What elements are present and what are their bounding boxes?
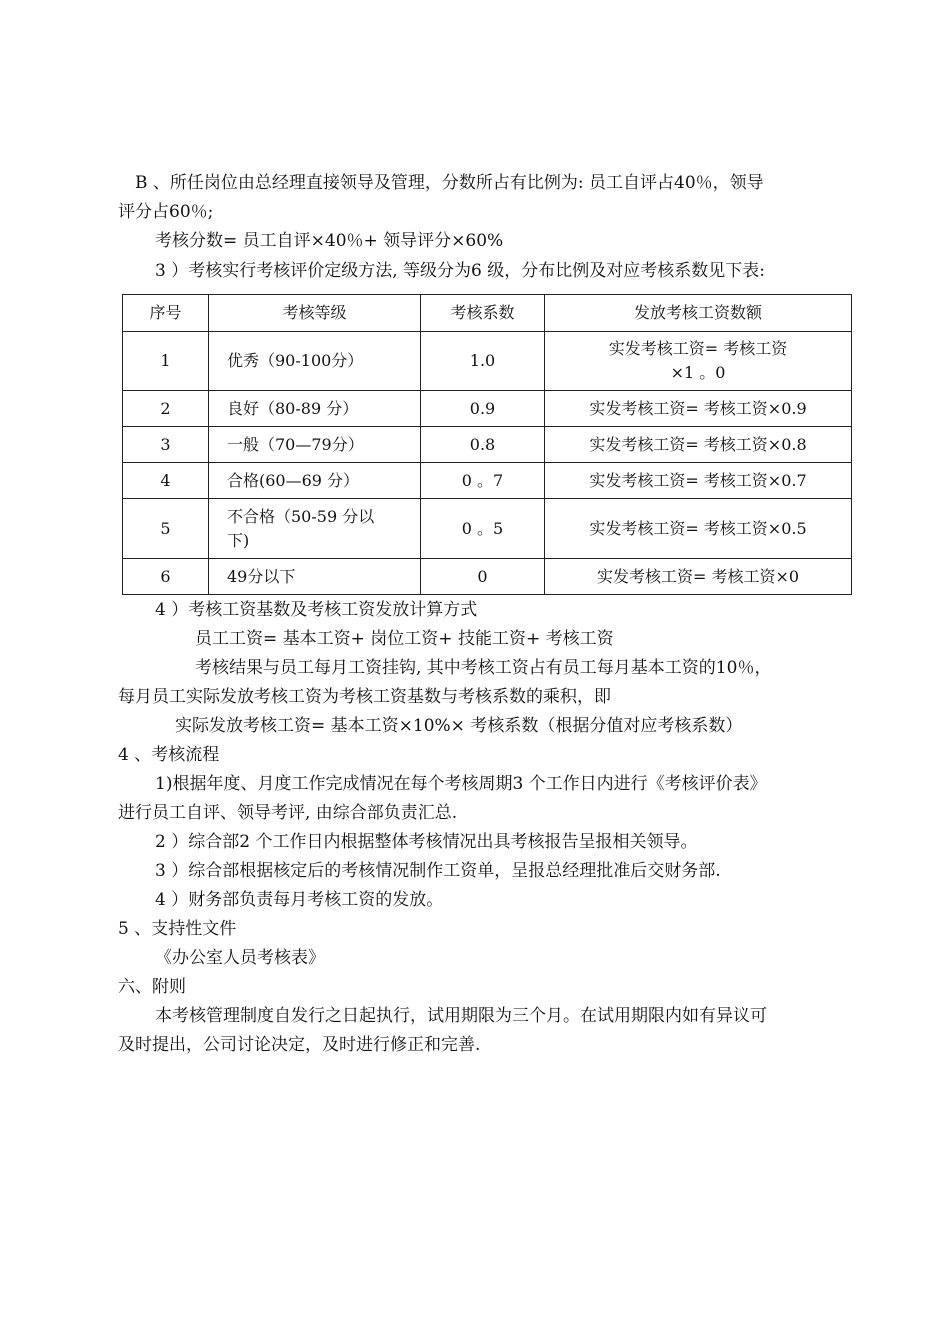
- cell-pay: 实发考核工资= 考核工资×0.7: [545, 463, 852, 499]
- cell-pay-line2: ×1 。0: [670, 363, 726, 382]
- final-paragraph-line1: 本考核管理制度自发行之日起执行，试用期限为三个月。在试用期限内如有异议可: [155, 1006, 767, 1026]
- cell-grade-line1: 不合格（50-59 分以: [227, 506, 375, 526]
- cell-pay: [545, 332, 852, 391]
- cell-coef: 0 。5: [421, 499, 545, 559]
- salary-paragraph-line1: 考核结果与员工每月工资挂钩, 其中考核工资占有员工每月基本工资的10％，: [195, 658, 772, 678]
- cell-coef: 1.0: [421, 332, 545, 391]
- section-6-heading: 六、附则: [118, 977, 186, 997]
- table-row: [123, 427, 852, 463]
- table-row: [123, 391, 852, 427]
- item-4-heading: 4 ）考核工资基数及考核工资发放计算方式: [155, 600, 478, 620]
- cell-coef: 0.8: [421, 427, 545, 463]
- cell-pay-line1: 实发考核工资= 考核工资: [608, 339, 788, 358]
- cell-grade: 一般（70—79分）: [209, 427, 421, 463]
- table-row: [123, 332, 852, 391]
- cell-grade: 优秀（90-100分）: [209, 332, 421, 391]
- supporting-document: 《办公室人员考核表》: [155, 948, 325, 968]
- flow-step-1-line2: 进行员工自评、领导考评, 由综合部负责汇总.: [118, 803, 458, 823]
- flow-step-3: 3 ）综合部根据核定后的考核情况制作工资单，呈报总经理批准后交财务部.: [155, 861, 721, 881]
- cell-grade: [209, 499, 421, 559]
- section-4-heading: 4 、考核流程: [118, 745, 220, 765]
- table-header-row: [123, 295, 852, 332]
- grade-table: [122, 294, 852, 595]
- table-row: [123, 559, 852, 595]
- actual-pay-formula: 实际发放考核工资= 基本工资×10%× 考核系数（根据分值对应考核系数）: [175, 716, 743, 736]
- flow-step-2: 2 ）综合部2 个工作日内根据整体考核情况出具考核报告呈报相关领导。: [155, 832, 698, 852]
- header-coef: 考核系数: [421, 295, 545, 332]
- table-row: [123, 499, 852, 559]
- paragraph-b-line1: B 、所任岗位由总经理直接领导及管理，分数所占有比例为: 员工自评占40％，领导: [135, 173, 764, 193]
- item-3-heading: 3 ）考核实行考核评价定级方法, 等级分为6 级，分布比例及对应考核系数见下表:: [155, 261, 765, 281]
- flow-step-1-line1: 1)根据年度、月度工作完成情况在每个考核周期3 个工作日内进行《考核评价表》: [155, 774, 767, 794]
- cell-grade-line2: 下): [227, 530, 250, 550]
- cell-pay: 实发考核工资= 考核工资×0: [545, 559, 852, 595]
- cell-grade: 49分以下: [209, 559, 421, 595]
- section-5-heading: 5 、支持性文件: [118, 919, 237, 939]
- salary-formula: 员工工资= 基本工资+ 岗位工资+ 技能工资+ 考核工资: [195, 629, 614, 649]
- score-formula: 考核分数= 员工自评×40％+ 领导评分×60%: [155, 231, 504, 251]
- flow-step-4: 4 ）财务部负责每月考核工资的发放。: [155, 890, 444, 910]
- cell-no: 4: [123, 463, 209, 499]
- cell-grade: 良好（80-89 分）: [209, 391, 421, 427]
- header-no: 序号: [123, 295, 209, 332]
- paragraph-b-line2: 评分占60％;: [118, 202, 214, 222]
- final-paragraph-line2: 及时提出，公司讨论决定，及时进行修正和完善.: [118, 1035, 481, 1055]
- cell-pay: 实发考核工资= 考核工资×0.5: [545, 499, 852, 559]
- table-row: [123, 463, 852, 499]
- cell-grade: 合格(60—69 分）: [209, 463, 421, 499]
- header-grade: 考核等级: [209, 295, 421, 332]
- cell-coef: 0 。7: [421, 463, 545, 499]
- cell-no: 1: [123, 332, 209, 391]
- salary-paragraph-line2: 每月员工实际发放考核工资为考核工资基数与考核系数的乘积，即: [118, 687, 611, 707]
- cell-coef: 0: [421, 559, 545, 595]
- cell-pay: 实发考核工资= 考核工资×0.8: [545, 427, 852, 463]
- cell-no: 5: [123, 499, 209, 559]
- cell-coef: 0.9: [421, 391, 545, 427]
- header-pay: 发放考核工资数额: [545, 295, 852, 332]
- cell-no: 3: [123, 427, 209, 463]
- cell-no: 6: [123, 559, 209, 595]
- cell-pay: 实发考核工资= 考核工资×0.9: [545, 391, 852, 427]
- cell-no: 2: [123, 391, 209, 427]
